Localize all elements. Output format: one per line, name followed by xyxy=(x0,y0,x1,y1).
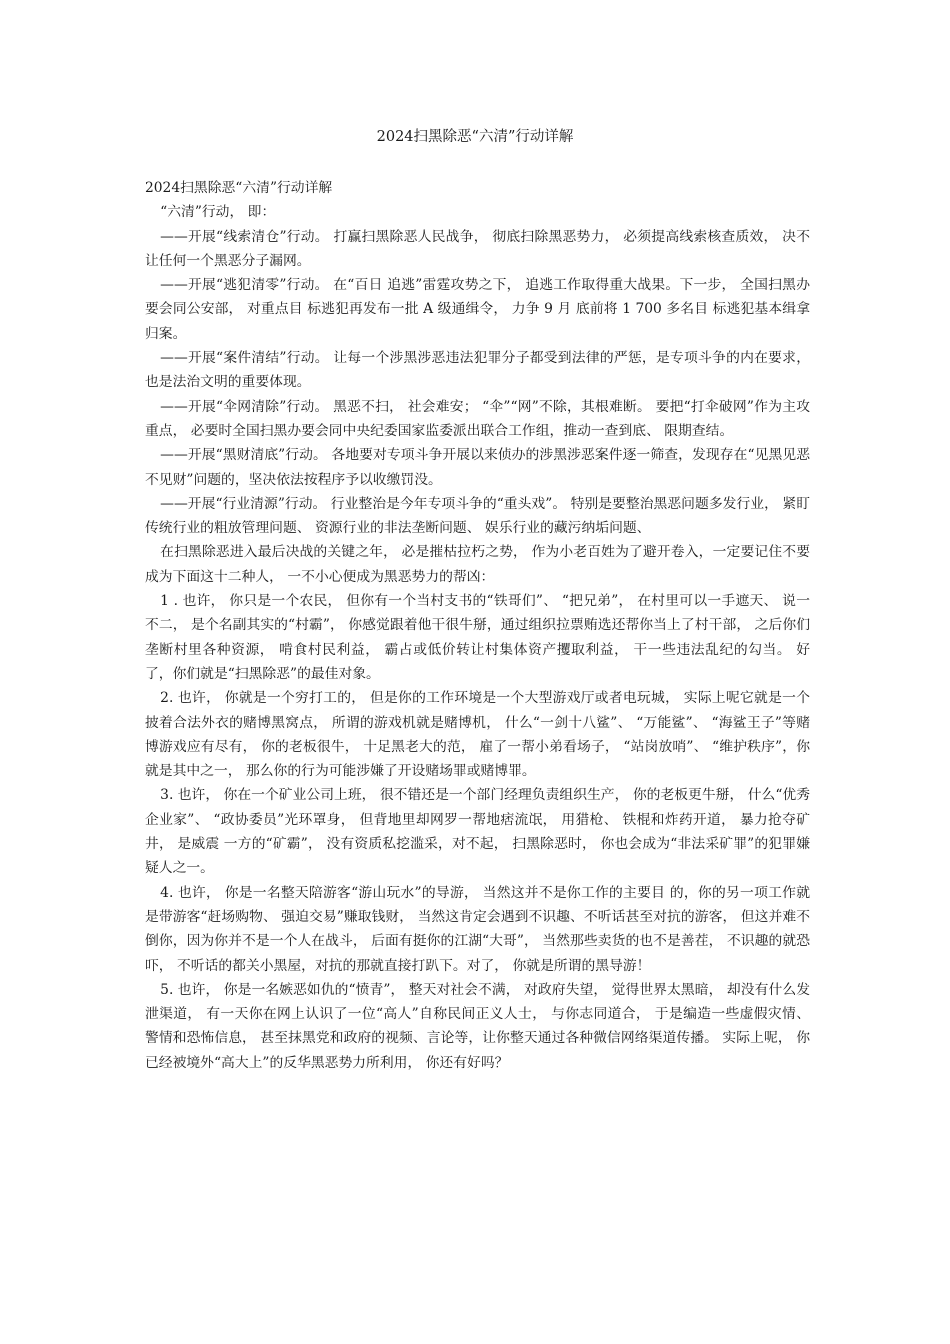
list-item-1: 1 . 也许， 你只是一个农民， 但你有一个当村支书的“铁哥们”、 “把兄弟”， 在村里可以一手遮天、 说一不二， 是个名副其实的“村霸”， 你感觉跟着他干很牛掰，通过组织拉票贿选还帮你当上了村干部， 之后你们垄断村里各种资源， 啃食村民利益， 霸占或低价转让村集体资产攫取利益， 干一些违法乱纪的勾当。 好了，你们就是“扫黑除恶”的最佳对象。 xyxy=(145,593,810,682)
list-item-2: 2. 也许， 你就是一个穷打工的， 但是你的工作环境是一个大型游戏厅或者电玩城， 实际上呢它就是一个披着合法外衣的赌博黑窝点， 所谓的游戏机就是赌博机， 什么“一剑十八鲨”、 “万能鲨”、 “海鲨王子”等赌博游戏应有尽有， 你的老板很牛， 十足黑老大的范， 雇了一帮小弟看场子， “站岗放哨”、 “维护秩序”，你就是其中之一， 那么你的行为可能涉嫌了开设赌场罪或赌博罪。 xyxy=(145,690,810,780)
list-item-5: 5. 也许， 你是一名嫉恶如仇的“愤青”， 整天对社会不满， 对政府失望， 觉得世界太黑暗， 却没有什么发泄渠道， 有一天你在网上认识了一位“高人”自称民间正义人士， 与你志同道合， 于是编造一些虚假灾情、 警情和恐怖信息， 甚至抹黑党和政府的视频、言论等，让你整天通过各种微信网络渠道传播。 实际上呢， 你已经被境外“高大上”的反华黑恶势力所利用， 你还有好吗？ xyxy=(145,981,810,1071)
document-body xyxy=(145,176,810,1075)
action-clue-clearance: ——开展“线索清仓”行动。 打赢扫黑除恶人民战争， 彻底扫除黑恶势力， 必须提高线索核查质效， 决不让任何一个黑恶分子漏网。 xyxy=(145,228,810,269)
action-fugitive-zero: ——开展“逃犯清零”行动。 在“百日 追逃”雷霆攻势之下， 追逃工作取得重大战果。下一步， 全国扫黑办要会同公安部， 对重点目 标逃犯再发布一批 A 级通缉令， 力争 9 月 底前将 1 700 多名目 标逃犯基本缉拿归案。 xyxy=(145,277,810,342)
list-item-3: 3. 也许， 你在一个矿业公司上班， 很不错还是一个部门经理负责组织生产， 你的老板更牛掰， 什么“优秀企业家”、 “政协委员”光环罩身， 但背地里却网罗一帮地痞流氓， 用猎枪、 铁棍和炸药开道， 暴力抢夺矿井， 是威震 一方的“矿霸”， 没有资质私挖滥采，对不起， 扫黑除恶时， 你也会成为“非法采矿罪”的犯罪嫌疑人之一。 xyxy=(145,787,810,877)
intro-paragraph: “六清”行动， 即： xyxy=(160,204,276,221)
list-item-4: 4. 也许， 你是一名整天陪游客“游山玩水”的导游， 当然这并不是你工作的主要目 的，你的另一项工作就是带游客“赶场购物、 强迫交易”赚取钱财， 当然这肯定会遇到不识趣、不听话甚至对抗的游客， 但这并难不倒你，因为你并不是一个人在战斗， 后面有挺你的江湖“大哥”， 当然那些卖货的也不是善茬， 不识趣的就恐吓， 不听话的都关小黑屋，对抗的那就直接打趴下。对了， 你就是所谓的黑导游！ xyxy=(145,884,810,974)
document-title: 2024扫黑除恶“六清”行动详解 xyxy=(376,129,574,145)
action-umbrella-net-removal: ——开展“伞网清除”行动。 黑恶不扫， 社会难安； “伞”“网”不除，其根难断。 要把“打伞破网”作为主攻重点， 必要时全国扫黑办要会同中央纪委国家监委派出联合工作组，推动一查到底、 限期查结。 xyxy=(145,398,810,439)
transition-paragraph: 在扫黑除恶进入最后决战的关键之年， 必是摧枯拉朽之势， 作为小老百姓为了避开卷入，一定要记住不要成为下面这十二种人， 一不小心便成为黑恶势力的帮凶： xyxy=(145,544,810,585)
action-industry-cleanup: ——开展“行业清源”行动。 行业整治是今年专项斗争的“重头戏”。 特别是要整治黑恶问题多发行业， 紧盯传统行业的粗放管理问题、 资源行业的非法垄断问题、 娱乐行业的藏污纳垢问题、 xyxy=(145,495,810,537)
body-heading: 2024扫黑除恶“六清”行动详解 xyxy=(145,180,333,196)
action-case-closure: ——开展“案件清结”行动。 让每一个涉黑涉恶违法犯罪分子都受到法律的严惩，是专项斗争的内在要求， 也是法治文明的重要体现。 xyxy=(145,350,810,391)
action-illicit-assets: ——开展“黑财清底”行动。 各地要对专项斗争开展以来侦办的涉黑涉恶案件逐一筛查，发现存在“见黑见恶不见财”问题的，坚决依法按程序予以收缴罚没。 xyxy=(145,447,810,488)
